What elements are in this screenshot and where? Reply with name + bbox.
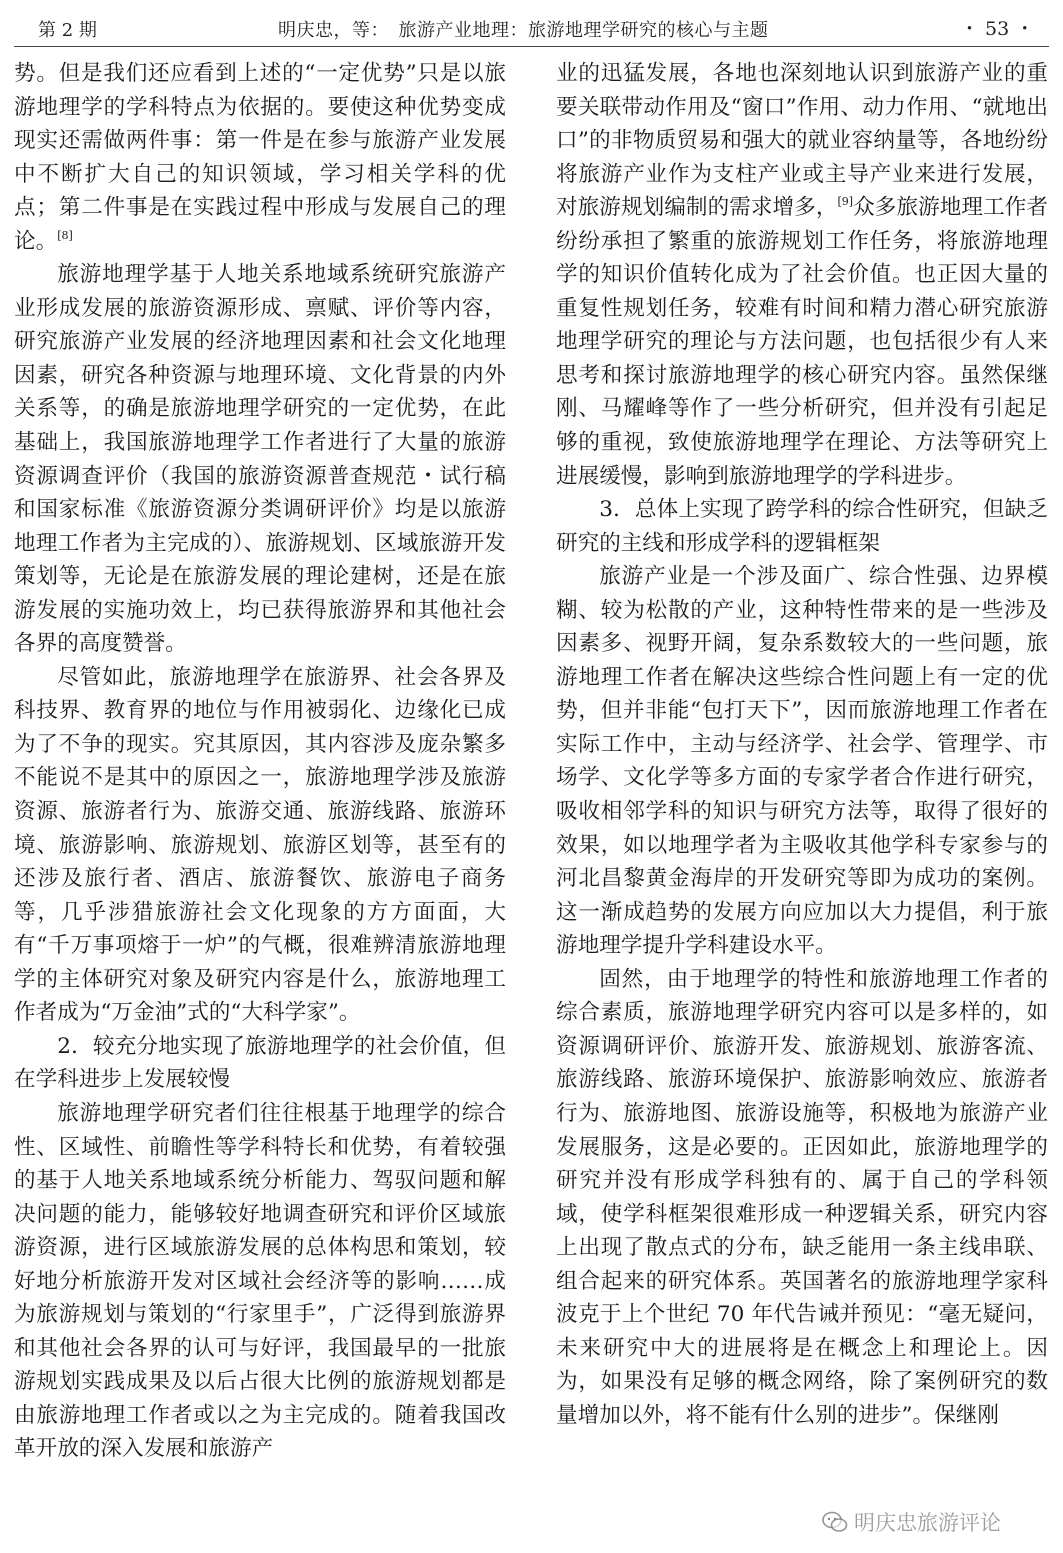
issue-number: 第 2 期	[38, 20, 97, 41]
running-header	[0, 0, 1063, 44]
paragraph: 势。但是我们还应看到上述的“一定优势”只是以旅游地理学的学科特点为依据的。要使这种优势变成现实还需做两件事：第一件是在参与旅游产业发展中不断扩大自己的知识领域，学习相关学科的优点；第二件事是在实践过程中形成与发展自己的理论。[8]	[14, 61, 506, 254]
paragraph: 业的迅猛发展，各地也深刻地认识到旅游产业的重要关联带动作用及“窗口”作用、动力作用、“就地出口”的非物质贸易和强大的就业容纳量等，各地纷纷将旅游产业作为支柱产业或主导产业来进行发展，对旅游规划编制的需求增多，[9]众多旅游地理工作者纷纷承担了繁重的旅游规划工作任务，将旅游地理学的知识价值转化成为了社会价值。也正因大量的重复性规划任务，较难有时间和精力潜心研究旅游地理学研究的理论与方法问题，也包括很少有人来思考和探讨旅游地理学的核心研究内容。虽然保继刚、马耀峰等作了一些分析研究，但并没有引起足够的重视，致使旅游地理学在理论、方法等研究上进展缓慢，影响到旅游地理学的学科进步。	[556, 61, 1048, 489]
running-title: 明庆忠，等： 旅游产业地理：旅游地理学研究的核心与主题	[278, 20, 769, 41]
paragraph: 固然，由于地理学的特性和旅游地理工作者的综合素质，旅游地理学研究内容可以是多样的，如资源调研评价、旅游开发、旅游规划、旅游客流、旅游线路、旅游环境保护、旅游影响效应、旅游者行为、旅游地图、旅游设施等，积极地为旅游产业发展服务，这是必要的。正因如此，旅游地理学的研究并没有形成学科独有的、属于自己的学科领域，使学科框架很难形成一种逻辑关系，研究内容上出现了散点式的分布，缺乏能用一条主线串联、组合起来的研究体系。英国著名的旅游地理学家科波克于上个世纪 70 年代告诫并预见：“毫无疑问，未来研究中大的进展将是在概念上和理论上。因为，如果没有足够的概念网络，除了案例研究的数量增加以外，将不能有什么别的进步”。保继刚	[556, 966, 1048, 1428]
paragraph: 旅游产业是一个涉及面广、综合性强、边界模糊、较为松散的产业，这种特性带来的是一些涉及因素多、视野开阔，复杂系数较大的一些问题，旅游地理工作者在解决这些综合性问题上有一定的优势，但并非能“包打天下”，因而旅游地理工作者在实际工作中，主动与经济学、社会学、管理学、市场学、文化学等多方面的专家学者合作进行研究，吸收相邻学科的知识与研究方法等，取得了很好的效果，如以地理学者为主吸收其他学科专家参与的河北昌黎黄金海岸的开发研究等即为成功的案例。这一渐成趋势的发展方向应加以大力提倡，利于旅游地理学提升学科建设水平。	[556, 564, 1048, 959]
wechat-icon	[822, 1511, 848, 1533]
watermark-text: 明庆忠旅游评论	[854, 1511, 1001, 1535]
paragraph: 旅游地理学研究者们往往根基于地理学的综合性、区域性、前瞻性等学科特长和优势，有着较强的基于人地关系地域系统分析能力、驾驭问题和解决问题的能力，能够较好地调查研究和评价区域旅游资源，进行区域旅游发展的总体构思和策划，较好地分析旅游开发对区域社会经济等的影响……成为旅游规划与策划的“行家里手”，广泛得到旅游界和其他社会各界的认可与好评，我国最早的一批旅游规划实践成果及以后占很大比例的旅游规划都是由旅游地理工作者或以之为主完成的。随着我国改革开放的深入发展和旅游产	[14, 1100, 506, 1462]
page-number: ・ 53 ・	[960, 18, 1035, 40]
left-column	[14, 57, 506, 1466]
paragraph: 尽管如此，旅游地理学在旅游界、社会各界及科技界、教育界的地位与作用被弱化、边缘化已成为了不争的现实。究其原因，其内容涉及庞杂繁多不能说不是其中的原因之一，旅游地理学涉及旅游资源、旅游者行为、旅游交通、旅游线路、旅游环境、旅游影响、旅游规划、旅游区划等，甚至有的还涉及旅行者、酒店、旅游餐饮、旅游电子商务等，几乎涉猎旅游社会文化现象的方方面面，大有“千万事项熔于一炉”的气概，很难辨清旅游地理学的主体研究对象及研究内容是什么，旅游地理工作者成为“万金油”式的“大科学家”。	[14, 664, 506, 1026]
right-column	[556, 57, 1048, 1432]
paragraph: 旅游地理学基于人地关系地域系统研究旅游产业形成发展的旅游资源形成、禀赋、评价等内容，研究旅游产业发展的经济地理因素和社会文化地理因素，研究各种资源与地理环境、文化背景的内外关系等，的确是旅游地理学研究的一定优势，在此基础上，我国旅游地理学工作者进行了大量的旅游资源调查评价（我国的旅游资源普查规范・试行稿和国家标准《旅游资源分类调研评价》均是以旅游地理工作者为主完成的）、旅游规划、区域旅游开发策划等，无论是在旅游发展的理论建树，还是在旅游发展的实施功效上，均已获得旅游界和其他社会各界的高度赞誉。	[14, 262, 506, 657]
section-heading: 3．总体上实现了跨学科的综合性研究，但缺乏研究的主线和形成学科的逻辑框架	[556, 497, 1048, 556]
section-heading: 2．较充分地实现了旅游地理学的社会价值，但在学科进步上发展较慢	[14, 1033, 506, 1093]
citation: [8]	[57, 228, 73, 242]
wechat-watermark	[822, 1503, 1001, 1541]
header-rule	[14, 46, 1049, 47]
citation: [9]	[837, 195, 854, 209]
